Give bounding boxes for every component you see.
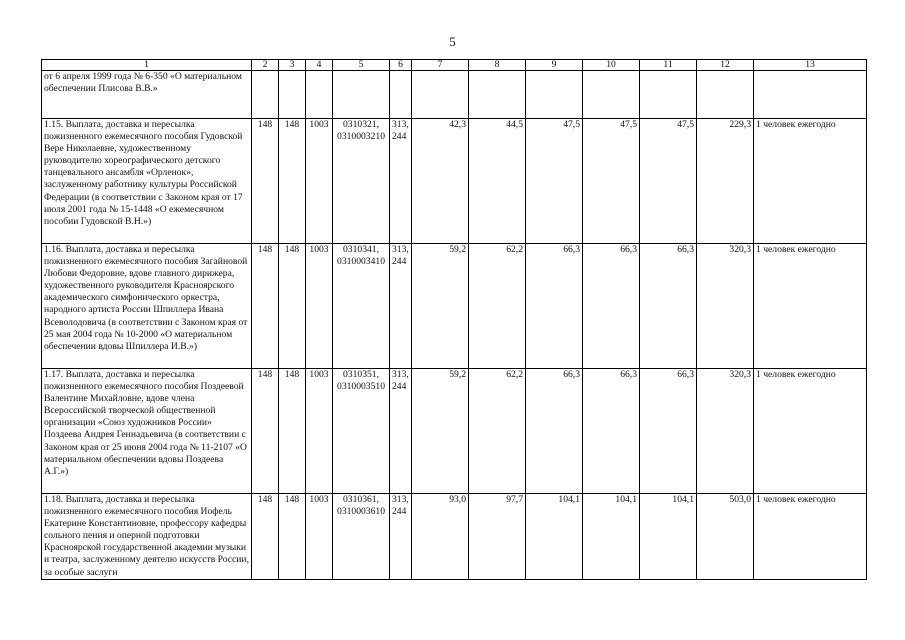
column-header: 4 <box>306 60 333 71</box>
table-cell <box>526 71 583 119</box>
table-cell <box>697 71 754 119</box>
table-row <box>42 244 867 369</box>
table-cell: 148 <box>279 369 306 494</box>
budget-table <box>41 59 867 580</box>
table-cell: 313, 244 <box>390 244 412 369</box>
table-cell: 503,0 <box>697 494 754 580</box>
table-cell: 1 человек ежегодно <box>754 119 867 244</box>
table-cell: 1003 <box>306 119 333 244</box>
table-cell: 229,3 <box>697 119 754 244</box>
column-header: 8 <box>469 60 526 71</box>
table-cell: 97,7 <box>469 494 526 580</box>
table-cell: 1 человек ежегодно <box>754 494 867 580</box>
table-cell <box>412 71 469 119</box>
table-cell <box>252 71 279 119</box>
table-cell: 0310361, 0310003610 <box>333 494 390 580</box>
row-description: от 6 апреля 1999 года № 6-350 «О материальном обеспечении Плисова В.В.» <box>42 71 252 119</box>
table-cell: 313, 244 <box>390 494 412 580</box>
table-cell: 66,3 <box>640 244 697 369</box>
column-header: 9 <box>526 60 583 71</box>
table-cell <box>279 71 306 119</box>
column-header: 2 <box>252 60 279 71</box>
column-header: 6 <box>390 60 412 71</box>
table-cell: 1 человек ежегодно <box>754 244 867 369</box>
row-description: 1.17. Выплата, доставка и пересылка пожизненного ежемесячного пособия Поздеевой Валентине Михайловне, вдове члена Всероссийской творческой общественной организации «Союз художников России» Поздеева Андрея Геннадьевича (в соответствии с Законом края от 25 июня 2004 года № 11-2107 «О материальном обеспечении вдовы Поздеева А.Г.») <box>42 369 252 494</box>
table-cell: 104,1 <box>640 494 697 580</box>
column-header: 3 <box>279 60 306 71</box>
column-header: 7 <box>412 60 469 71</box>
column-header: 12 <box>697 60 754 71</box>
table-cell: 1003 <box>306 369 333 494</box>
table-cell: 47,5 <box>526 119 583 244</box>
table-cell: 313, 244 <box>390 369 412 494</box>
table-cell: 0310341, 0310003410 <box>333 244 390 369</box>
row-description: 1.15. Выплата, доставка и пересылка пожизненного ежемесячного пособия Гудовской Вере Николаевне, художественному руководителю хореографического детского танцевального ансамбля «Орленок», заслуженному работнику культуры Российской Федерации (в соответствии с Законом края от 17 июля 2001 года № 15-1448 «О ежемесячном пособии Гудовской В.Н.») <box>42 119 252 244</box>
row-description: 1.18. Выплата, доставка и пересылка пожизненного ежемесячного пособия Иофель Екатерине Константиновне, профессору кафедры сольного пения и оперной подготовки Красноярской государственной академии музыки и театра, заслуженному деятелю искусств России, за особые заслуги <box>42 494 252 580</box>
table-cell <box>754 71 867 119</box>
table-cell: 148 <box>279 244 306 369</box>
table-cell: 1 человек ежегодно <box>754 369 867 494</box>
column-header: 5 <box>333 60 390 71</box>
table-cell: 320,3 <box>697 369 754 494</box>
table-cell: 66,3 <box>640 369 697 494</box>
table-cell: 44,5 <box>469 119 526 244</box>
table-cell: 320,3 <box>697 244 754 369</box>
column-header: 13 <box>754 60 867 71</box>
column-number-row <box>42 60 867 71</box>
table-cell: 148 <box>252 119 279 244</box>
column-header: 1 <box>42 60 252 71</box>
table-cell: 104,1 <box>583 494 640 580</box>
table-cell: 0310321, 0310003210 <box>333 119 390 244</box>
table-cell <box>306 71 333 119</box>
row-description: 1.16. Выплата, доставка и пересылка пожизненного ежемесячного пособия Загайновой Любови Федоровне, вдове главного дирижера, художественного руководителя Красноярского академического симфонического оркестра, народного артиста России Шпиллера Ивана Всеволодовича (в соответствии с Законом края от 25 мая 2004 года № 10-2000 «О материальном обеспечении вдовы Шпиллера И.В.») <box>42 244 252 369</box>
table-cell: 47,5 <box>640 119 697 244</box>
table-cell <box>469 71 526 119</box>
table-cell: 66,3 <box>583 244 640 369</box>
table-cell: 1003 <box>306 494 333 580</box>
table-cell: 62,2 <box>469 244 526 369</box>
table-row <box>42 494 867 580</box>
table-cell <box>390 71 412 119</box>
table-cell: 148 <box>252 369 279 494</box>
column-header: 11 <box>640 60 697 71</box>
table-cell <box>333 71 390 119</box>
table-cell: 66,3 <box>583 369 640 494</box>
table-row <box>42 369 867 494</box>
table-cell: 148 <box>252 244 279 369</box>
page-number: 5 <box>449 34 456 49</box>
table-cell: 66,3 <box>526 369 583 494</box>
table-cell: 47,5 <box>583 119 640 244</box>
table-cell: 313, 244 <box>390 119 412 244</box>
table-cell: 42,3 <box>412 119 469 244</box>
table-row <box>42 71 867 119</box>
table-cell: 59,2 <box>412 369 469 494</box>
table-cell: 62,2 <box>469 369 526 494</box>
table-cell <box>583 71 640 119</box>
table-cell: 66,3 <box>526 244 583 369</box>
table-cell: 148 <box>252 494 279 580</box>
table-cell: 93,0 <box>412 494 469 580</box>
column-header: 10 <box>583 60 640 71</box>
table-cell <box>640 71 697 119</box>
table-cell: 59,2 <box>412 244 469 369</box>
table-cell: 104,1 <box>526 494 583 580</box>
table-cell: 148 <box>279 494 306 580</box>
table-cell: 1003 <box>306 244 333 369</box>
table-cell: 148 <box>279 119 306 244</box>
table-row <box>42 119 867 244</box>
table-cell: 0310351, 0310003510 <box>333 369 390 494</box>
